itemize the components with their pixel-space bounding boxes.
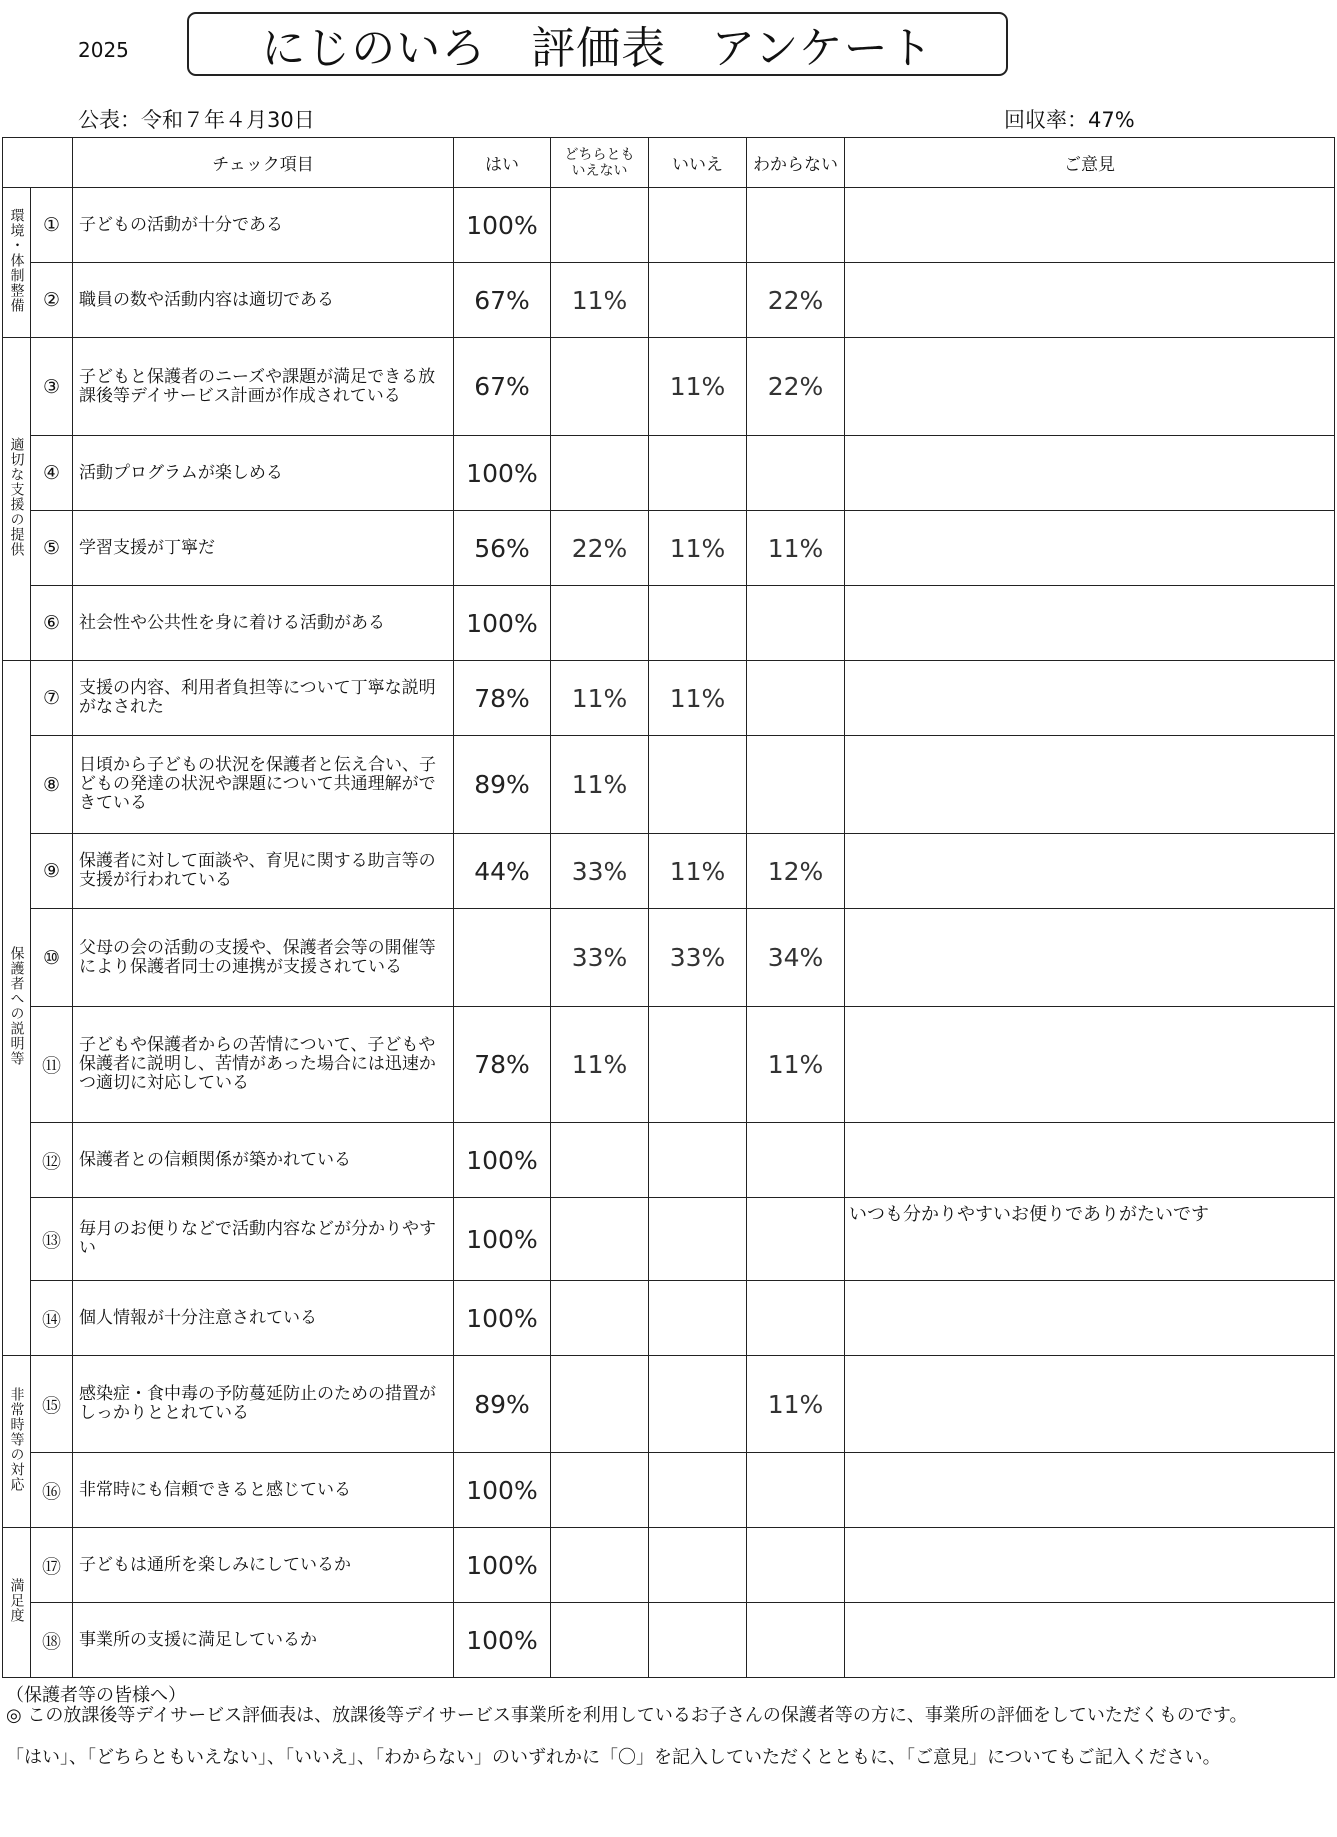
comment-cell [845, 511, 1335, 586]
check-item-text: 事業所の支援に満足しているか [73, 1603, 454, 1678]
answer-unknown [747, 1453, 845, 1528]
row-number: ③ [31, 338, 73, 436]
comment-cell [845, 1528, 1335, 1603]
answer-no [649, 586, 747, 661]
answer-neutral [551, 338, 649, 436]
answer-yes: 100% [454, 1198, 551, 1281]
notes [6, 1686, 1332, 1768]
answer-neutral: 11% [551, 736, 649, 834]
category-text: 非常時等の対応 [8, 1387, 25, 1492]
answer-neutral [551, 1453, 649, 1528]
answer-unknown [747, 736, 845, 834]
category-text: 環境・体制整備 [8, 208, 25, 313]
comment-cell [845, 661, 1335, 736]
row-number: ⑱ [31, 1603, 73, 1678]
answer-no [649, 1603, 747, 1678]
answer-unknown: 22% [747, 338, 845, 436]
comment-cell [845, 834, 1335, 909]
row-number: ⑪ [31, 1007, 73, 1123]
answer-neutral [551, 1603, 649, 1678]
answer-no: 11% [649, 661, 747, 736]
row-number: ⑤ [31, 511, 73, 586]
answer-yes: 89% [454, 736, 551, 834]
header-no-answer: いいえ [649, 138, 747, 188]
check-item-text: 毎月のお便りなどで活動内容などが分かりやすい [73, 1198, 454, 1281]
table-row [3, 736, 1335, 834]
answer-no [649, 188, 747, 263]
table-row [3, 1453, 1335, 1528]
answer-yes: 67% [454, 263, 551, 338]
answer-no [649, 1528, 747, 1603]
answer-no [649, 736, 747, 834]
row-number: ⑮ [31, 1356, 73, 1453]
row-number: ⑯ [31, 1453, 73, 1528]
answer-neutral: 33% [551, 909, 649, 1007]
answer-no [649, 1198, 747, 1281]
answer-yes: 100% [454, 1528, 551, 1603]
check-item-text: 個人情報が十分注意されている [73, 1281, 454, 1356]
table-row [3, 188, 1335, 263]
notes-line-1: ◎ この放課後等デイサービス評価表は、放課後等デイサービス事業所を利用しているお子さんの保護者等の方に、事業所の評価をしていただくものです。 [6, 1705, 1248, 1726]
row-number: ⑥ [31, 586, 73, 661]
table-row [3, 511, 1335, 586]
table-row [3, 834, 1335, 909]
answer-yes: 100% [454, 1123, 551, 1198]
answer-yes: 100% [454, 1453, 551, 1528]
category-text: 満足度 [8, 1578, 25, 1623]
comment-cell [845, 263, 1335, 338]
comment-cell [845, 1356, 1335, 1453]
answer-unknown [747, 661, 845, 736]
evaluation-table [2, 137, 1335, 1678]
answer-no: 33% [649, 909, 747, 1007]
answer-yes: 67% [454, 338, 551, 436]
answer-no: 11% [649, 834, 747, 909]
answer-yes: 89% [454, 1356, 551, 1453]
answer-no [649, 263, 747, 338]
response-rate: 回収率：47% [1004, 108, 1135, 132]
check-item-text: 非常時にも信頼できると感じている [73, 1453, 454, 1528]
table-body [3, 188, 1335, 1678]
answer-unknown [747, 1603, 845, 1678]
header-unknown: わからない [747, 138, 845, 188]
answer-unknown: 22% [747, 263, 845, 338]
header-check-item: チェック項目 [73, 138, 454, 188]
answer-no [649, 1007, 747, 1123]
table-row [3, 263, 1335, 338]
answer-yes: 100% [454, 586, 551, 661]
answer-neutral [551, 1281, 649, 1356]
answer-no: 11% [649, 511, 747, 586]
page-title: にじのいろ 評価表 アンケート [261, 23, 934, 74]
check-item-text: 活動プログラムが楽しめる [73, 436, 454, 511]
comment-cell [845, 1007, 1335, 1123]
answer-unknown: 34% [747, 909, 845, 1007]
answer-neutral: 11% [551, 263, 649, 338]
category-label [3, 661, 31, 1356]
answer-unknown: 12% [747, 834, 845, 909]
category-label [3, 338, 31, 661]
row-number: ⑰ [31, 1528, 73, 1603]
answer-unknown [747, 1123, 845, 1198]
category-label [3, 1356, 31, 1528]
answer-yes [454, 909, 551, 1007]
answer-neutral [551, 586, 649, 661]
comment-cell [845, 586, 1335, 661]
check-item-text: 社会性や公共性を身に着ける活動がある [73, 586, 454, 661]
answer-no [649, 436, 747, 511]
comment-cell: いつも分かりやすいお便りでありがたいです [845, 1198, 1335, 1281]
table-row [3, 1123, 1335, 1198]
check-item-text: 子どもや保護者からの苦情について、子どもや保護者に説明し、苦情があった場合には迅速かつ適切に対応している [73, 1007, 454, 1123]
table-row [3, 1356, 1335, 1453]
header-yes: はい [454, 138, 551, 188]
category-label [3, 1528, 31, 1678]
check-item-text: 子どもと保護者のニーズや課題が満足できる放課後等デイサービス計画が作成されている [73, 338, 454, 436]
comment-cell [845, 1453, 1335, 1528]
answer-yes: 78% [454, 661, 551, 736]
comment-cell [845, 1123, 1335, 1198]
answer-unknown [747, 436, 845, 511]
answer-neutral [551, 1528, 649, 1603]
answer-no [649, 1281, 747, 1356]
published-date: 公表：令和７年４月30日 [78, 108, 315, 132]
answer-unknown: 11% [747, 1356, 845, 1453]
notes-heading: （保護者等の皆様へ） [6, 1685, 186, 1706]
table-row [3, 1603, 1335, 1678]
table-header-row [3, 138, 1335, 188]
survey-year: 2025 [78, 38, 129, 62]
category-text: 適切な支援の提供 [8, 437, 25, 557]
notes-line-2: 「はい」、「どちらともいえない」、「いいえ」、「わからない」のいずれかに「〇」を記入していただくとともに、「ご意見」についてもご記入ください。 [6, 1747, 1221, 1768]
answer-no [649, 1123, 747, 1198]
comment-cell [845, 1281, 1335, 1356]
answer-yes: 100% [454, 1281, 551, 1356]
answer-neutral: 11% [551, 661, 649, 736]
answer-yes: 56% [454, 511, 551, 586]
row-number: ⑧ [31, 736, 73, 834]
answer-unknown [747, 188, 845, 263]
table-row [3, 586, 1335, 661]
answer-unknown: 11% [747, 1007, 845, 1123]
check-item-text: 父母の会の活動の支援や、保護者会等の開催等により保護者同士の連携が支援されている [73, 909, 454, 1007]
check-item-text: 子どもは通所を楽しみにしているか [73, 1528, 454, 1603]
comment-cell [845, 909, 1335, 1007]
check-item-text: 日頃から子どもの状況を保護者と伝え合い、子どもの発達の状況や課題について共通理解ができている [73, 736, 454, 834]
header-no [3, 138, 73, 188]
check-item-text: 保護者に対して面談や、育児に関する助言等の支援が行われている [73, 834, 454, 909]
check-item-text: 保護者との信頼関係が築かれている [73, 1123, 454, 1198]
table-row [3, 661, 1335, 736]
row-number: ① [31, 188, 73, 263]
answer-yes: 100% [454, 436, 551, 511]
row-number: ② [31, 263, 73, 338]
header-comment: ご意見 [845, 138, 1335, 188]
header-neutral: どちらとも いえない [551, 138, 649, 188]
check-item-text: 感染症・食中毒の予防蔓延防止のための措置がしっかりととれている [73, 1356, 454, 1453]
check-item-text: 支援の内容、利用者負担等について丁寧な説明がなされた [73, 661, 454, 736]
answer-neutral [551, 188, 649, 263]
table-row [3, 338, 1335, 436]
comment-cell [845, 188, 1335, 263]
category-text: 保護者への説明等 [8, 946, 25, 1066]
answer-unknown: 11% [747, 511, 845, 586]
comment-cell [845, 436, 1335, 511]
answer-unknown [747, 1198, 845, 1281]
answer-neutral [551, 436, 649, 511]
title-box [187, 12, 1008, 76]
table-row [3, 1198, 1335, 1281]
check-item-text: 職員の数や活動内容は適切である [73, 263, 454, 338]
comment-cell [845, 1603, 1335, 1678]
row-number: ⑩ [31, 909, 73, 1007]
answer-neutral: 22% [551, 511, 649, 586]
table-row [3, 436, 1335, 511]
row-number: ⑦ [31, 661, 73, 736]
answer-neutral: 11% [551, 1007, 649, 1123]
check-item-text: 子どもの活動が十分である [73, 188, 454, 263]
comment-cell [845, 736, 1335, 834]
answer-unknown [747, 1528, 845, 1603]
row-number: ④ [31, 436, 73, 511]
answer-yes: 100% [454, 1603, 551, 1678]
answer-no [649, 1453, 747, 1528]
answer-yes: 100% [454, 188, 551, 263]
answer-neutral [551, 1123, 649, 1198]
answer-unknown [747, 1281, 845, 1356]
answer-neutral: 33% [551, 834, 649, 909]
check-item-text: 学習支援が丁寧だ [73, 511, 454, 586]
answer-no [649, 1356, 747, 1453]
table-row [3, 909, 1335, 1007]
table-row [3, 1007, 1335, 1123]
answer-yes: 44% [454, 834, 551, 909]
answer-yes: 78% [454, 1007, 551, 1123]
comment-cell [845, 338, 1335, 436]
answer-neutral [551, 1198, 649, 1281]
answer-unknown [747, 586, 845, 661]
row-number: ⑬ [31, 1198, 73, 1281]
table-row [3, 1528, 1335, 1603]
category-label [3, 188, 31, 338]
answer-neutral [551, 1356, 649, 1453]
answer-no: 11% [649, 338, 747, 436]
row-number: ⑫ [31, 1123, 73, 1198]
row-number: ⑨ [31, 834, 73, 909]
row-number: ⑭ [31, 1281, 73, 1356]
table-row [3, 1281, 1335, 1356]
